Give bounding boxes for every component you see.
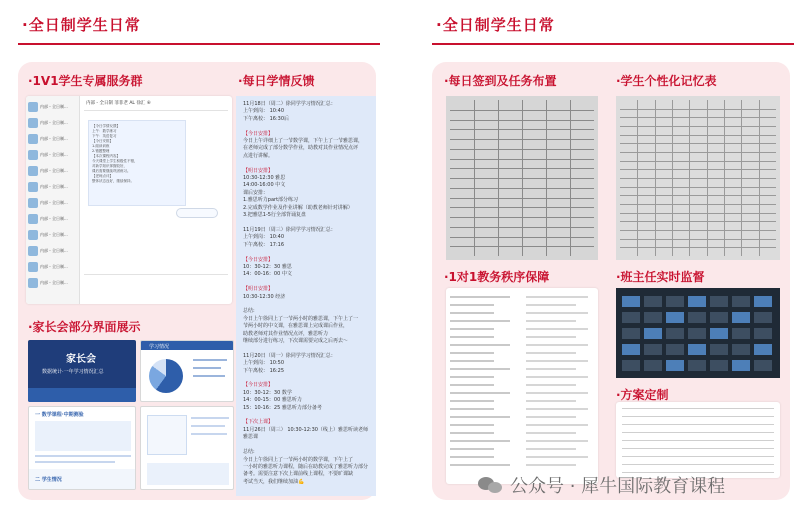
feedback-line: 11月19日（周三）徐同学学习情况汇总： <box>243 226 336 233</box>
schedule-row <box>526 376 588 378</box>
monitor-title: ·班主任实时监督 <box>616 270 705 284</box>
chat-contact[interactable] <box>28 148 78 161</box>
dashboard-cell <box>644 344 662 355</box>
feedback-line: 【明日安排】 <box>243 286 274 293</box>
avatar <box>28 118 38 128</box>
chat-contact-name: 内部 - 全日制... <box>40 167 68 173</box>
avatar <box>28 214 38 224</box>
dashboard-cell <box>644 312 662 323</box>
table-rule <box>620 126 776 127</box>
dashboard-cell <box>666 328 684 339</box>
schedule-row <box>526 464 576 466</box>
right-heading: ·全日制学生日常 <box>436 16 555 34</box>
dashboard-cell <box>688 328 706 339</box>
schedule-row <box>526 416 576 418</box>
plan-row <box>622 424 774 425</box>
parent-ui-title: ·家长会部分界面展示 <box>28 320 141 334</box>
dashboard-cell <box>688 344 706 355</box>
schedule-row <box>526 448 576 450</box>
plan-row <box>622 456 774 457</box>
slide-math-chart <box>35 421 131 451</box>
left-heading: ·全日制学生日常 <box>22 16 141 34</box>
feedback-line: 10:30-12:30 雅思 <box>243 175 286 182</box>
watermark-text: 公众号 · 犀牛国际教育课程 <box>510 476 726 497</box>
feedback-line: 上午到岗： 10:40 <box>243 234 284 241</box>
slide-student-title: 二 学生情况 <box>35 477 62 483</box>
table-rule <box>724 100 725 256</box>
feedback-line <box>243 301 369 308</box>
plan-row <box>622 448 774 449</box>
feedback-line: 今日上午徐同上了一节两小时的数学课，下午上了 <box>243 456 354 463</box>
chat-contact-name: 内部 - 全日制... <box>40 135 68 141</box>
chat-contact[interactable] <box>28 180 78 193</box>
feedback-line: 在老师完成了部分数学作业，助教对其作业情况点评 <box>243 145 359 152</box>
slide-main-title: 家长会 <box>66 354 96 365</box>
watermark <box>478 472 725 498</box>
avatar <box>28 198 38 208</box>
plan-row <box>622 440 774 441</box>
schedule-row <box>450 440 510 442</box>
dashboard-cell <box>622 344 640 355</box>
table-rule <box>620 152 776 153</box>
schedule-row <box>450 448 494 450</box>
feedback-line: 上午到岗： 10:50 <box>243 360 284 367</box>
table-rule <box>655 100 656 256</box>
chat-contact[interactable] <box>28 196 78 209</box>
feedback-line: 雅思课 <box>243 434 259 441</box>
dashboard-cell <box>688 360 706 371</box>
schedule-row <box>526 312 588 314</box>
schedule-row <box>526 344 588 346</box>
chat-contact[interactable] <box>28 260 78 273</box>
avatar <box>28 166 38 176</box>
schedule-row <box>526 368 576 370</box>
avatar <box>28 230 38 240</box>
memory-table-photo <box>616 96 780 260</box>
table-rule <box>620 135 776 136</box>
slide-stats-title: 学习情况 <box>149 344 170 350</box>
slide-stats-pie <box>149 359 183 393</box>
schedule-row <box>450 376 494 378</box>
feedback-line <box>243 345 369 352</box>
schedule-row <box>526 336 576 338</box>
feedback-line <box>243 249 369 256</box>
plan-row <box>622 408 774 409</box>
schedule-row <box>450 416 510 418</box>
feedback-line: 备考。需要注意下次上课前线上课程，不要旷课缺 <box>243 471 354 478</box>
chat-contact[interactable] <box>28 164 78 177</box>
dashboard-cell <box>732 328 750 339</box>
schedule-row <box>526 424 588 426</box>
table-rule <box>620 247 776 248</box>
chat-contact-name: 内部 - 全日制... <box>40 103 68 109</box>
dashboard-cell <box>732 312 750 323</box>
schedule-row <box>450 400 494 402</box>
feedback-line: 上午到岗： 10:40 <box>243 108 284 115</box>
feedback-line: 继续部分进行练习，下次课需要完成之后再去～ <box>243 338 349 344</box>
table-rule <box>546 100 547 256</box>
feedback-line <box>243 160 369 167</box>
schedule-row <box>526 360 588 362</box>
feedback-line: 【下次上课】 <box>243 419 274 426</box>
left-divider <box>18 43 380 45</box>
feedback-line: 11月18日（周二）徐同学学习情况汇总： <box>243 101 336 107</box>
chat-contact-name: 内部 - 全日制... <box>40 247 68 253</box>
table-rule <box>522 100 523 256</box>
chat-contact[interactable] <box>28 116 78 129</box>
schedule-row <box>526 352 576 354</box>
slide-stats-line <box>193 367 221 369</box>
chat-contact-name: 内部 - 全日制... <box>40 279 68 285</box>
dashboard-cell <box>622 328 640 339</box>
schedule-row <box>450 392 510 394</box>
schedule-row <box>450 408 494 410</box>
slide-detail-line <box>191 417 229 419</box>
dashboard-cell <box>754 328 772 339</box>
dashboard-cell <box>710 344 728 355</box>
dashboard-cell <box>754 312 772 323</box>
slide-main-subtitle: 数据统计·一年学习情况汇总 <box>42 369 104 375</box>
feedback-line: 下午离校： 16:30后 <box>243 115 289 122</box>
table-rule <box>759 100 760 256</box>
feedback-line: 【今日安排】 <box>243 382 274 389</box>
chat-contact-name: 内部 - 全日制... <box>40 263 68 269</box>
feedback-line <box>243 442 369 449</box>
feedback-line: 今日上午徐同上了一节两小时的雅思课，下午上了一 <box>243 315 359 322</box>
plan-title: ·方案定制 <box>616 388 669 402</box>
slide-detail <box>140 406 234 490</box>
dashboard-cell <box>666 360 684 371</box>
chat-contact-name: 内部 - 全日制... <box>40 183 68 189</box>
dashboard-cell <box>622 296 640 307</box>
table-rule <box>570 100 571 256</box>
table-rule <box>620 161 776 162</box>
schedule-row <box>526 400 576 402</box>
chat-message-line: 【今日安排】 <box>92 139 113 143</box>
table-rule <box>620 178 776 179</box>
chat-screenshot <box>26 96 232 304</box>
table-rule <box>637 100 638 256</box>
dashboard-cell <box>732 296 750 307</box>
chat-title: 内部 - 全日制 菲菲老 AL 徐汇 ⑥ <box>86 101 151 106</box>
schedule-row <box>526 320 576 322</box>
slide-math <box>28 406 136 490</box>
feedback-line: 14：00-16：00 中文 <box>243 271 292 278</box>
feedback-line: 今日上午详细上了一节数学课，下午上了一节雅思课， <box>243 138 364 145</box>
plan-row <box>622 416 774 417</box>
dashboard-cell <box>710 328 728 339</box>
feedback-line: 2.完成数学作业及作业讲解（助教老师针对讲解） <box>243 204 353 211</box>
chat-contact[interactable] <box>28 212 78 225</box>
schedule-row <box>450 424 494 426</box>
dashboard-cell <box>688 296 706 307</box>
slide-math-title: 一 数学课程·中期测验 <box>35 412 84 418</box>
feedback-line: 课后安排： <box>243 189 269 196</box>
daily-feedback-title: ·每日学情反馈 <box>238 74 315 88</box>
chat-message-line: 【老师点评】 <box>92 174 113 178</box>
dashboard-cell <box>688 312 706 323</box>
dashboard-cell <box>732 360 750 371</box>
slide-stats-line <box>193 359 227 361</box>
chat-title-divider <box>84 110 228 111</box>
feedback-line: 14：00-15：00 雅思听力 <box>243 397 302 404</box>
schedule-screenshot <box>446 288 598 484</box>
monitor-dashboard <box>616 288 780 378</box>
feedback-line: 1.雅思听力part部分练习 <box>243 197 299 204</box>
chat-message-line: 【本次课程内容】 <box>92 154 120 158</box>
chat-contact[interactable] <box>28 244 78 257</box>
schedule-row <box>526 440 588 442</box>
chat-contact-name: 内部 - 全日制... <box>40 119 68 125</box>
schedule-row <box>450 368 510 370</box>
feedback-line: 考试当天，我们继续加油💪 <box>243 478 305 485</box>
chat-contact[interactable] <box>28 276 78 289</box>
schedule-row <box>450 296 510 298</box>
schedule-row <box>526 328 588 330</box>
schedule-row <box>526 392 588 394</box>
dashboard-cell <box>644 296 662 307</box>
table-rule <box>620 230 776 231</box>
schedule-row <box>526 432 576 434</box>
feedback-line: 10：30-12：30 雅思 <box>243 263 292 270</box>
chat-contact-name: 内部 - 全日制... <box>40 215 68 221</box>
avatar <box>28 102 38 112</box>
table-rule <box>620 143 776 144</box>
dashboard-cell <box>754 360 772 371</box>
feedback-line: 【今日安排】 <box>243 130 274 137</box>
table-rule <box>620 221 776 222</box>
avatar <box>28 134 38 144</box>
chat-contact[interactable] <box>28 100 78 113</box>
chat-button[interactable] <box>176 208 218 218</box>
dashboard-cell <box>644 360 662 371</box>
chat-message-line: 1.阅读训练 <box>92 144 110 148</box>
dashboard-cell <box>666 296 684 307</box>
dashboard-cell <box>710 296 728 307</box>
schedule-row <box>450 360 494 362</box>
table-rule <box>707 100 708 256</box>
table-rule <box>474 100 475 256</box>
chat-message-line: 【今日学情反馈】 <box>92 124 120 128</box>
table-rule <box>620 117 776 118</box>
feedback-line: 节两小时的中文课，在雅思课上完成课后作业， <box>243 323 349 330</box>
chat-message-line: 整体状态良好，继续保持。 <box>92 179 134 183</box>
table-rule <box>620 213 776 214</box>
feedback-line: 点进行讲解。 <box>243 152 274 159</box>
chat-input-area[interactable] <box>84 274 228 300</box>
table-rule <box>620 187 776 188</box>
schedule-row <box>526 384 576 386</box>
schedule-row <box>526 304 576 306</box>
chat-message-line: 上午：数学练习 <box>92 129 117 133</box>
table-rule <box>620 195 776 196</box>
memory-title: ·学生个性化记忆表 <box>616 74 717 88</box>
slide-math-line <box>35 461 115 463</box>
feedback-line: 总结: <box>243 449 255 456</box>
feedback-line <box>243 123 369 130</box>
slide-detail-table <box>147 463 229 485</box>
feedback-line: 10:30-12:30 经济 <box>243 293 286 300</box>
table-rule <box>620 204 776 205</box>
dashboard-cell <box>710 360 728 371</box>
plan-row <box>622 432 774 433</box>
table-rule <box>620 169 776 170</box>
table-rule <box>672 100 673 256</box>
checkin-sheet-photo <box>446 96 598 260</box>
avatar <box>28 150 38 160</box>
schedule-row <box>450 464 510 466</box>
dashboard-cell <box>622 360 640 371</box>
feedback-line: 10：30-12：30 数学 <box>243 389 292 396</box>
slide-detail-line <box>191 425 225 427</box>
table-rule <box>689 100 690 256</box>
chat-contact-name: 内部 - 全日制... <box>40 151 68 157</box>
chat-contact-name: 内部 - 全日制... <box>40 199 68 205</box>
chat-message-bubble <box>88 120 186 206</box>
feedback-line: 15：10-16：25 雅思听力部分备考 <box>243 404 322 411</box>
dashboard-cell <box>710 312 728 323</box>
schedule-row <box>450 312 494 314</box>
slide-stats-line <box>193 375 225 377</box>
schedule-row <box>450 352 494 354</box>
dashboard-cell <box>644 328 662 339</box>
daily-feedback-card <box>236 96 376 496</box>
feedback-line: 下午离校： 17:16 <box>243 241 284 248</box>
dashboard-cell <box>666 312 684 323</box>
feedback-line: 3.把雅思1-5行全部背诵复盘 <box>243 212 306 219</box>
schedule-row <box>526 456 588 458</box>
chat-contact-list <box>26 96 80 304</box>
schedule-row <box>450 384 494 386</box>
slide-stats <box>140 340 234 402</box>
order-title: ·1对1教务秩序保障 <box>444 270 550 284</box>
dashboard-cell <box>732 344 750 355</box>
dashboard-cell <box>666 344 684 355</box>
schedule-row <box>450 320 510 322</box>
chat-message-line: 对新学知识掌握较好， <box>92 164 127 168</box>
schedule-row <box>450 336 494 338</box>
feedback-line: 11月20日（周一）徐同学学习情况汇总： <box>243 352 336 359</box>
right-divider <box>432 43 794 45</box>
chat-message-line: 课后需要继续巩固练习。 <box>92 169 131 173</box>
schedule-row <box>450 344 510 346</box>
table-rule <box>498 100 499 256</box>
slide-math-line <box>35 455 131 457</box>
feedback-line: 【今日安排】 <box>243 256 274 263</box>
dashboard-cell <box>754 296 772 307</box>
feedback-line <box>243 220 369 227</box>
plan-row <box>622 464 774 465</box>
slide-detail-line <box>191 433 227 435</box>
chat-contact[interactable] <box>28 228 78 241</box>
feedback-line: 11月26日（周三） 10:30-12:30（线上）雅思听读老师 <box>243 426 368 433</box>
chat-message-line: 下午：英语复习 <box>92 134 117 138</box>
slide-detail-figure <box>147 415 187 455</box>
schedule-row <box>526 408 588 410</box>
table-rule <box>620 239 776 240</box>
plan-document <box>616 402 780 478</box>
table-rule <box>620 109 776 110</box>
feedback-line: 下午离校： 16:25 <box>243 367 284 374</box>
avatar <box>28 262 38 272</box>
schedule-row <box>526 296 588 298</box>
service-group-title: ·1V1学生专属服务群 <box>28 74 143 88</box>
feedback-line: 一小时的雅思听力课程，随后在助教完成了雅思听力部分 <box>243 463 369 470</box>
schedule-row <box>450 456 494 458</box>
schedule-row <box>450 328 494 330</box>
dashboard-cell <box>754 344 772 355</box>
table-rule <box>741 100 742 256</box>
schedule-row <box>450 304 494 306</box>
checkin-title: ·每日签到及任务布置 <box>444 74 557 88</box>
feedback-line: 助教老师对其作业情况点评，雅思听力 <box>243 330 329 337</box>
slide-main-band <box>28 388 136 402</box>
chat-contact[interactable] <box>28 132 78 145</box>
feedback-line: 14:00-16:00 中文 <box>243 182 286 189</box>
schedule-row <box>450 432 494 434</box>
feedback-line: 【明日安排】 <box>243 167 274 174</box>
avatar <box>28 278 38 288</box>
avatar <box>28 182 38 192</box>
chat-message-line: 今天课堂上学生积极性不错， <box>92 159 138 163</box>
avatar <box>28 246 38 256</box>
feedback-line: 总结: <box>243 308 255 315</box>
chat-message-line: 2.错题整理 <box>92 149 110 153</box>
dashboard-cell <box>622 312 640 323</box>
wechat-icon <box>478 475 504 495</box>
slide-main <box>28 340 136 402</box>
chat-contact-name: 内部 - 全日制... <box>40 231 68 237</box>
